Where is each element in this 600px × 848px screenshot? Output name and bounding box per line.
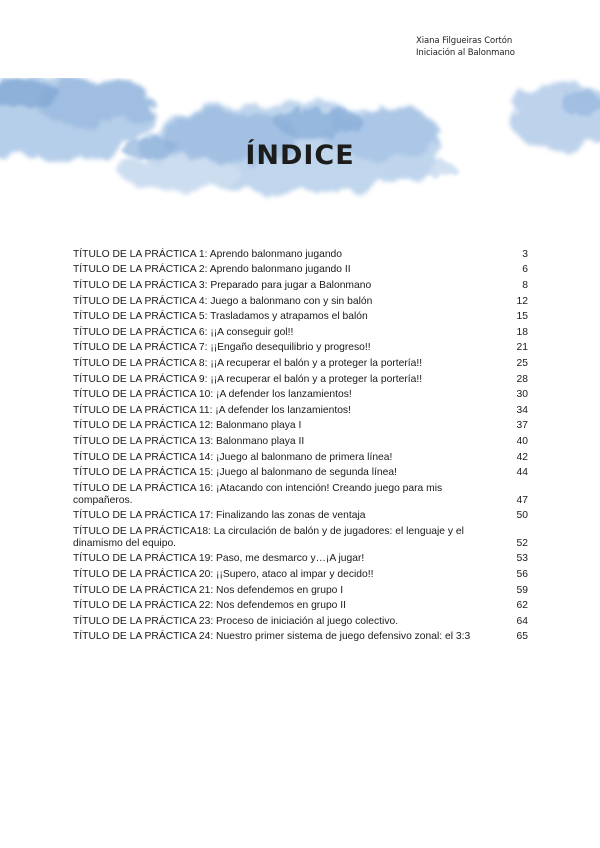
- toc-entry-page-number: 59: [516, 584, 528, 596]
- toc-entry[interactable]: [73, 567, 528, 583]
- toc-entry[interactable]: [73, 509, 528, 525]
- toc-entry[interactable]: [73, 465, 528, 481]
- toc-entry-title: TÍTULO DE LA PRÁCTICA 10: ¡A defender los lanzamientos!: [73, 389, 352, 401]
- toc-entry-title: TÍTULO DE LA PRÁCTICA 23: Proceso de iniciación al juego colectivo.: [73, 615, 399, 627]
- toc-entry[interactable]: [73, 434, 528, 450]
- toc-entry[interactable]: [73, 524, 528, 552]
- toc-entry-title: TÍTULO DE LA PRÁCTICA 22: Nos defendemos en grupo II: [73, 600, 346, 612]
- toc-entry-page-number: 37: [516, 420, 528, 432]
- document-subtitle: Iniciación al Balonmano: [416, 48, 515, 58]
- toc-entry-title: TÍTULO DE LA PRÁCTICA 5: Trasladamos y atrapamos el balón: [73, 311, 368, 323]
- toc-entry[interactable]: [73, 356, 528, 372]
- toc-entry[interactable]: [73, 419, 528, 435]
- toc-entry-page-number: 18: [516, 326, 528, 338]
- toc-entry-title: TÍTULO DE LA PRÁCTICA18: La circulación de balón y de jugadores: el lenguaje y el dinamismo del equipo.: [73, 525, 464, 549]
- toc-entry[interactable]: [73, 278, 528, 294]
- toc-entry[interactable]: [73, 614, 528, 630]
- toc-entry[interactable]: [73, 481, 528, 509]
- toc-entry-title: TÍTULO DE LA PRÁCTICA 15: ¡Juego al balonmano de segunda línea!: [73, 467, 397, 479]
- toc-entry-page-number: 6: [522, 264, 528, 276]
- toc-entry-title: TÍTULO DE LA PRÁCTICA 20: ¡¡Supero, ataco al impar y decido!!: [73, 569, 374, 581]
- toc-entry[interactable]: [73, 309, 528, 325]
- table-of-contents: [73, 247, 528, 645]
- toc-entry-page-number: 3: [522, 248, 528, 260]
- toc-entry[interactable]: [73, 341, 528, 357]
- toc-entry-title: TÍTULO DE LA PRÁCTICA 24: Nuestro primer sistema de juego defensivo zonal: el 3:3: [73, 631, 471, 643]
- toc-entry[interactable]: [73, 630, 528, 646]
- toc-entry[interactable]: [73, 247, 528, 263]
- toc-entry-page-number: 52: [516, 537, 528, 549]
- page-title: ÍNDICE: [245, 140, 355, 171]
- toc-entry-title: TÍTULO DE LA PRÁCTICA 14: ¡Juego al balonmano de primera línea!: [73, 451, 393, 463]
- toc-entry-page-number: 53: [516, 553, 528, 565]
- toc-entry-page-number: 64: [516, 615, 528, 627]
- toc-entry-title: TÍTULO DE LA PRÁCTICA 16: ¡Atacando con intención! Creando juego para mis compañeros.: [73, 482, 443, 506]
- toc-entry-title: TÍTULO DE LA PRÁCTICA 19: Paso, me desmarco y…¡A jugar!: [73, 553, 365, 565]
- toc-entry-page-number: 42: [516, 451, 528, 463]
- toc-entry[interactable]: [73, 598, 528, 614]
- toc-entry-page-number: 65: [516, 631, 528, 643]
- page-header: [416, 35, 536, 59]
- toc-entry-page-number: 30: [516, 389, 528, 401]
- toc-entry-title: TÍTULO DE LA PRÁCTICA 9: ¡¡A recuperar el balón y a proteger la portería!!: [73, 373, 423, 385]
- toc-entry-page-number: 25: [516, 357, 528, 369]
- author-name: Xiana Filgueiras Cortón: [416, 36, 513, 46]
- toc-entry-page-number: 62: [516, 600, 528, 612]
- toc-entry[interactable]: [73, 387, 528, 403]
- toc-entry[interactable]: [73, 583, 528, 599]
- toc-entry-page-number: 50: [516, 510, 528, 522]
- toc-entry-page-number: 44: [516, 467, 528, 479]
- toc-entry[interactable]: [73, 325, 528, 341]
- toc-entry-page-number: 21: [516, 342, 528, 354]
- toc-entry-title: TÍTULO DE LA PRÁCTICA 6: ¡¡A conseguir gol!!: [73, 326, 294, 338]
- toc-entry-page-number: 28: [516, 373, 528, 385]
- toc-entry-page-number: 8: [522, 279, 528, 291]
- toc-entry-title: TÍTULO DE LA PRÁCTICA 1: Aprendo balonmano jugando: [73, 248, 343, 260]
- toc-entry[interactable]: [73, 403, 528, 419]
- toc-entry-title: TÍTULO DE LA PRÁCTICA 8: ¡¡A recuperar el balón y a proteger la portería!!: [73, 357, 423, 369]
- toc-entry[interactable]: [73, 450, 528, 466]
- toc-entry[interactable]: [73, 552, 528, 568]
- toc-entry-title: TÍTULO DE LA PRÁCTICA 4: Juego a balonmano con y sin balón: [73, 295, 373, 307]
- toc-entry-title: TÍTULO DE LA PRÁCTICA 21: Nos defendemos en grupo I: [73, 584, 344, 596]
- toc-entry-title: TÍTULO DE LA PRÁCTICA 11: ¡A defender los lanzamientos!: [73, 404, 351, 416]
- toc-entry-page-number: 12: [516, 295, 528, 307]
- toc-entry[interactable]: [73, 294, 528, 310]
- toc-entry-page-number: 34: [516, 404, 528, 416]
- toc-entry-page-number: 56: [516, 569, 528, 581]
- toc-entry-title: TÍTULO DE LA PRÁCTICA 17: Finalizando las zonas de ventaja: [73, 510, 366, 522]
- toc-entry[interactable]: [73, 372, 528, 388]
- toc-entry[interactable]: [73, 263, 528, 279]
- toc-entry-page-number: 47: [516, 494, 528, 506]
- toc-entry-title: TÍTULO DE LA PRÁCTICA 12: Balonmano playa I: [73, 420, 302, 432]
- toc-entry-title: TÍTULO DE LA PRÁCTICA 3: Preparado para jugar a Balonmano: [73, 279, 372, 291]
- toc-entry-title: TÍTULO DE LA PRÁCTICA 7: ¡¡Engaño desequilibrio y progreso!!: [73, 342, 371, 354]
- toc-entry-page-number: 40: [516, 435, 528, 447]
- toc-entry-title: TÍTULO DE LA PRÁCTICA 2: Aprendo balonmano jugando II: [73, 264, 351, 276]
- toc-entry-title: TÍTULO DE LA PRÁCTICA 13: Balonmano playa II: [73, 435, 305, 447]
- toc-entry-page-number: 15: [516, 311, 528, 323]
